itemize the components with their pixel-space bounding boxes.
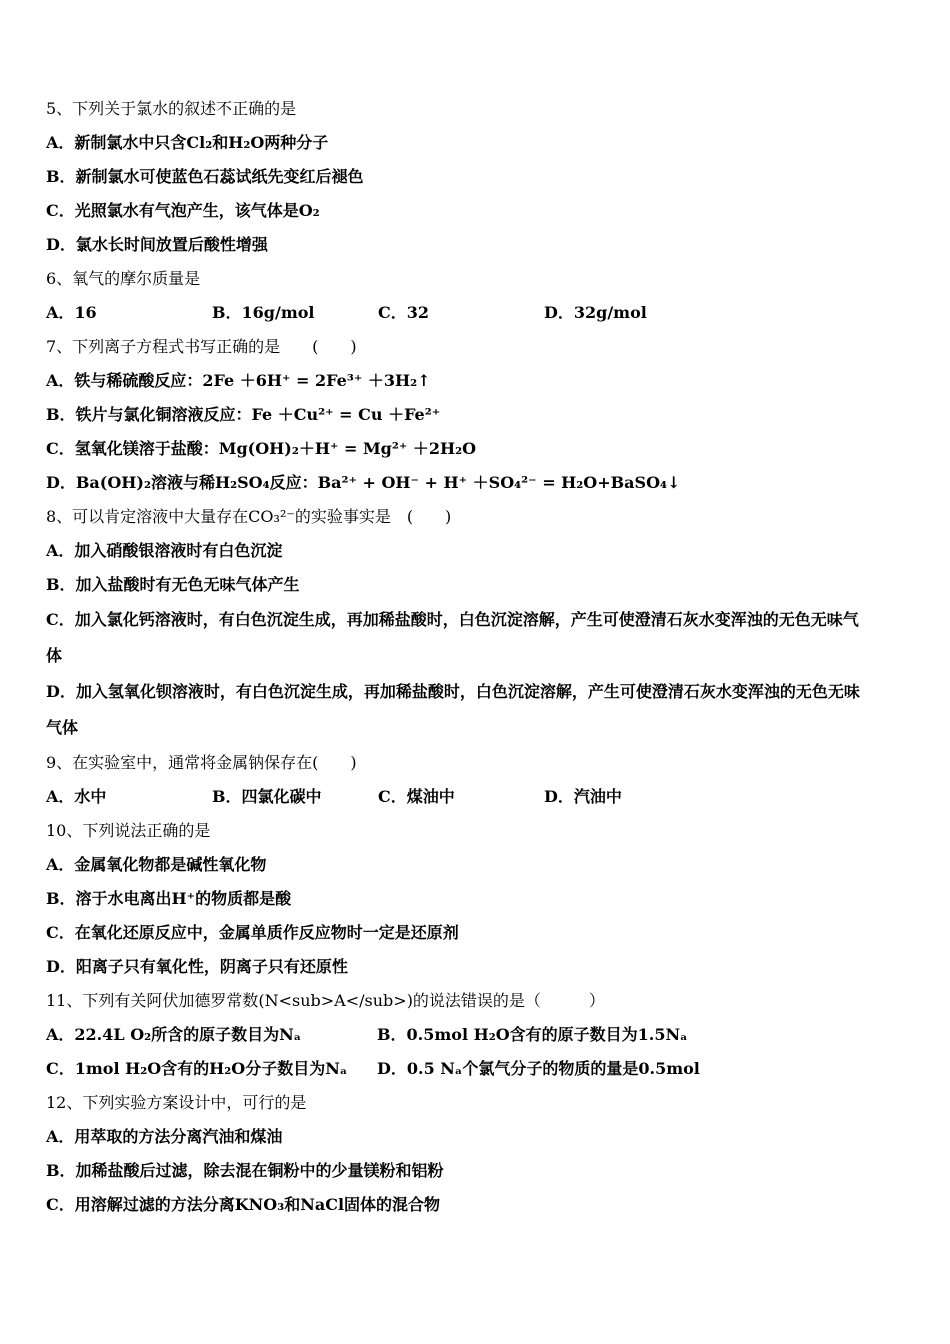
- q11-stem: 11、下列有关阿伏加德罗常数(N<sub>A</sub>)的说法错误的是（ ）: [46, 991, 605, 1010]
- q6-options: [46, 296, 906, 330]
- q9-option-d: D．汽油中: [544, 787, 622, 806]
- q10-option-b: B．溶于水电离出H⁺的物质都是酸: [46, 889, 292, 908]
- q11-options-cd: [46, 1052, 906, 1086]
- q7-option-a: A．铁与稀硫酸反应：2Fe ＋6H⁺ = 2Fe³⁺ ＋3H₂↑: [46, 371, 431, 390]
- q5-option-c: C．光照氯水有气泡产生，该气体是O₂: [46, 201, 320, 220]
- q6-option-a: A．16: [46, 303, 97, 322]
- q7-option-c: C．氢氧化镁溶于盐酸：Mg(OH)₂＋H⁺ = Mg²⁺ ＋2H₂O: [46, 439, 477, 458]
- q7-option-d: D．Ba(OH)₂溶液与稀H₂SO₄反应：Ba²⁺ + OH⁻ + H⁺ ＋SO₄²⁻ = H₂O+BaSO₄↓: [46, 473, 681, 492]
- q7-stem: 7、下列离子方程式书写正确的是 ( ): [46, 337, 357, 356]
- q7-option-b: B．铁片与氯化铜溶液反应：Fe ＋Cu²⁺ = Cu ＋Fe²⁺: [46, 405, 441, 424]
- q6-option-b: B．16g/mol: [212, 303, 315, 322]
- q9-option-c: C．煤油中: [378, 787, 455, 806]
- q12-option-c: C．用溶解过滤的方法分离KNO₃和NaCl固体的混合物: [46, 1195, 441, 1214]
- q8-stem: 8、可以肯定溶液中大量存在CO₃²⁻的实验事实是 ( ): [46, 507, 452, 526]
- q11-option-b: B．0.5mol H₂O含有的原子数目为1.5Nₐ: [377, 1025, 688, 1044]
- q11-option-d: D．0.5 Nₐ个氯气分子的物质的量是0.5mol: [377, 1059, 700, 1078]
- q8-option-c-line2: 体: [46, 646, 63, 665]
- q11-options-ab: [46, 1018, 906, 1052]
- q5-option-a: A．新制氯水中只含Cl₂和H₂O两种分子: [46, 133, 329, 152]
- q8-option-b: B．加入盐酸时有无色无味气体产生: [46, 575, 300, 594]
- q10-stem: 10、下列说法正确的是: [46, 821, 211, 840]
- q10-option-a: A．金属氧化物都是碱性氧化物: [46, 855, 267, 874]
- q8-option-d-line1: D．加入氢氧化钡溶液时，有白色沉淀生成，再加稀盐酸时，白色沉淀溶解，产生可使澄清石灰水变浑浊的无色无味: [46, 682, 860, 701]
- q5-option-d: D．氯水长时间放置后酸性增强: [46, 235, 268, 254]
- q8-option-a: A．加入硝酸银溶液时有白色沉淀: [46, 541, 283, 560]
- q5-stem: 5、下列关于氯水的叙述不正确的是: [46, 99, 297, 118]
- q9-options: [46, 780, 906, 814]
- q11-option-a: A．22.4L O₂所含的原子数目为Nₐ: [46, 1025, 302, 1044]
- q9-option-b: B．四氯化碳中: [212, 787, 322, 806]
- q11-option-c: C．1mol H₂O含有的H₂O分子数目为Nₐ: [46, 1059, 348, 1078]
- q12-option-b: B．加稀盐酸后过滤，除去混在铜粉中的少量镁粉和铝粉: [46, 1161, 444, 1180]
- q12-stem: 12、下列实验方案设计中，可行的是: [46, 1093, 307, 1112]
- q5-option-b: B．新制氯水可使蓝色石蕊试纸先变红后褪色: [46, 167, 364, 186]
- q6-option-d: D．32g/mol: [544, 303, 647, 322]
- q8-option-c-line1: C．加入氯化钙溶液时，有白色沉淀生成，再加稀盐酸时，白色沉淀溶解，产生可使澄清石灰水变浑浊的无色无味气: [46, 610, 859, 629]
- q12-option-a: A．用萃取的方法分离汽油和煤油: [46, 1127, 283, 1146]
- q9-option-a: A．水中: [46, 787, 107, 806]
- document-body: [46, 92, 906, 1222]
- q10-option-d: D．阳离子只有氧化性，阴离子只有还原性: [46, 957, 348, 976]
- q9-stem: 9、在实验室中，通常将金属钠保存在( ): [46, 753, 357, 772]
- q6-option-c: C．32: [378, 303, 430, 322]
- q10-option-c: C．在氧化还原反应中，金属单质作反应物时一定是还原剂: [46, 923, 459, 942]
- q6-stem: 6、氧气的摩尔质量是: [46, 269, 201, 288]
- q8-option-d-line2: 气体: [46, 718, 79, 737]
